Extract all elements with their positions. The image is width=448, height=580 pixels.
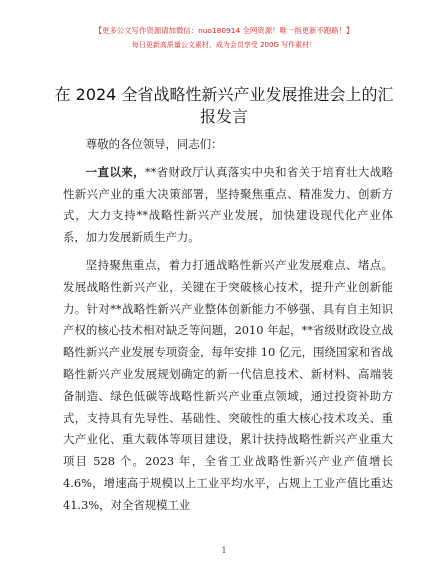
- promo-banner-line-2: 每日更新高质量公文素材，成为会员享受 200G 写作素材！: [131, 41, 317, 49]
- paragraph-1: [63, 162, 393, 249]
- greeting: 尊敬的各位领导，同志们：: [85, 137, 223, 151]
- paragraph-1-text: **省财政厅认真落实中央和省关于培育壮大战略性新兴产业的重大决策部署，坚持聚焦重点、精准发力、创新方式，大力支持**战略性新兴产业发展，加快建设现代化产业体系，加力发展新质生产力。: [63, 164, 393, 245]
- document-body: [63, 134, 393, 517]
- promo-banner-line-1: 【更多公文写作资源请加微信：nuo180914 全网资源！唯一指更新不跑路！】: [94, 26, 354, 35]
- paragraph-2: 坚持聚焦重点，着力打通战略性新兴产业发展难点、堵点。发展战略性新兴产业，关键在于突破核心技术，提升产业创新能力。针对**战略性新兴产业整体创新能力不够强、具有自主知识产权的核心技术相对缺乏等问题，2010 年起，**省级财政设立战略性新兴产业发展专项资金，每年安排 10 亿元，围绕国家和省战略性新兴产业发展规划确定的新一代信息技术、新材料、高端装备制造、绿色低碳等战略性新兴产业重点领域，通过投资补助方式，支持具有先导性、基础性、突破性的重大核心技术攻关、重大产业化、重大载体等项目建设，累计扶持战略性新兴产业重大项目 528 个。2023 年，全省工业战略性新兴产业产值增长 4.6%，增速高于规模以上工业平均水平，占规上工业产值比重达 41.3%，对全省规模工业: [63, 257, 393, 512]
- document-title: 在 2024 全省战略性新兴产业发展推进会上的汇报发言: [54, 85, 394, 126]
- paragraph-1-lead: 一直以来，: [85, 164, 145, 179]
- page-number: 1: [221, 546, 227, 555]
